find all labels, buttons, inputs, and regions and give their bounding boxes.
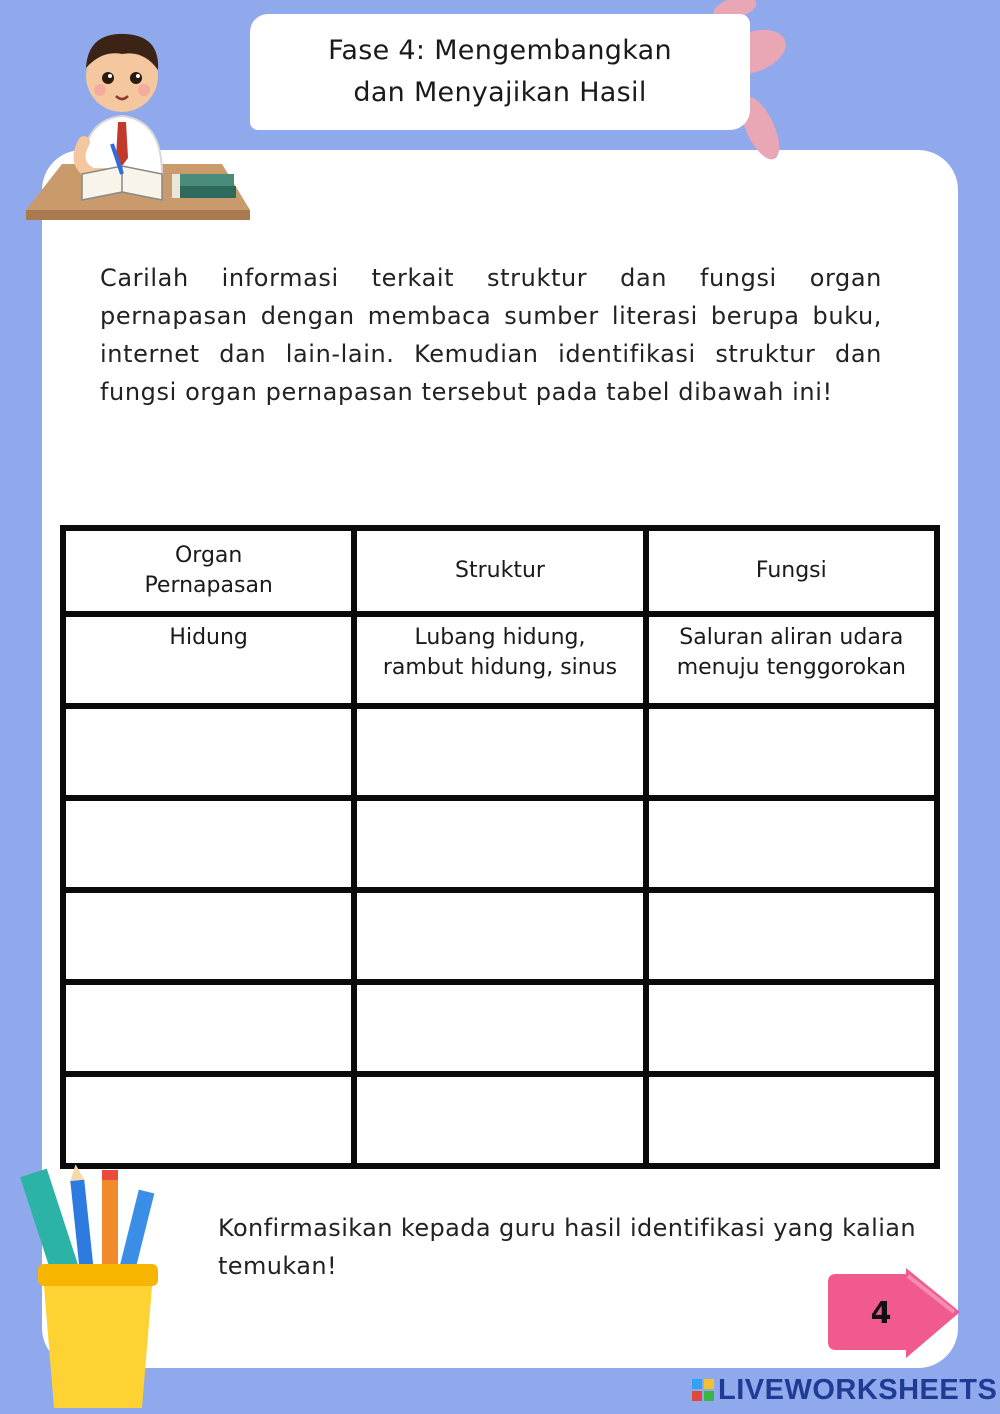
liveworksheets-logo-icon [692,1379,714,1401]
structure-answer-cell[interactable] [354,982,645,1074]
example-organ-cell: Hidung [63,614,354,706]
header-structure: Struktur [354,528,645,614]
structure-answer-cell[interactable] [354,890,645,982]
organ-answer-cell[interactable] [63,798,354,890]
example-function-line2: menuju tenggorokan [676,655,906,680]
header-organ-line2: Pernapasan [144,573,273,598]
example-structure-line2: rambut hidung, sinus [382,655,618,680]
table-row [63,798,937,890]
structure-answer-cell[interactable] [354,798,645,890]
header-organ-line1: Organ [174,543,243,568]
table-row [63,982,937,1074]
table-header-row [63,528,937,614]
example-structure-line1: Lubang hidung, [414,625,586,650]
function-answer-cell[interactable] [646,982,937,1074]
table-row [63,1074,937,1166]
example-structure-cell [354,614,645,706]
function-answer-cell[interactable] [646,798,937,890]
organ-table [60,525,940,1169]
function-answer-cell[interactable] [646,890,937,982]
table-row-example [63,614,937,706]
example-function-line1: Saluran aliran udara [679,625,904,650]
pencil-cup-illustration [18,1160,178,1410]
header-function: Fungsi [646,528,937,614]
brand-watermark [692,1372,997,1408]
organ-answer-cell[interactable] [63,982,354,1074]
function-answer-cell[interactable] [646,706,937,798]
structure-answer-cell[interactable] [354,1074,645,1166]
title-line-2: dan Menyajikan Hasil [353,77,647,108]
confirmation-text: Konfirmasikan kepada guru hasil identifikasi yang kalian temukan! [218,1214,917,1280]
page-title [250,14,750,130]
page-number: 4 [870,1296,892,1331]
title-line-1: Fase 4: Mengembangkan [328,35,672,66]
example-function-cell [646,614,937,706]
brand-text: LIVEWORKSHEETS [718,1373,998,1406]
student-illustration [22,24,254,224]
table-row [63,706,937,798]
table-row [63,890,937,982]
organ-answer-cell[interactable] [63,890,354,982]
structure-answer-cell[interactable] [354,706,645,798]
header-organ [63,528,354,614]
organ-answer-cell[interactable] [63,1074,354,1166]
function-answer-cell[interactable] [646,1074,937,1166]
organ-answer-cell[interactable] [63,706,354,798]
instructions-paragraph: Carilah informasi terkait struktur dan fungsi organ pernapasan dengan membaca sumber literasi berupa buku, internet dan lain-lain. Kemudian identifikasi struktur dan fungsi organ pernapasan tersebut pada tabel dibawah ini! [100,264,882,406]
